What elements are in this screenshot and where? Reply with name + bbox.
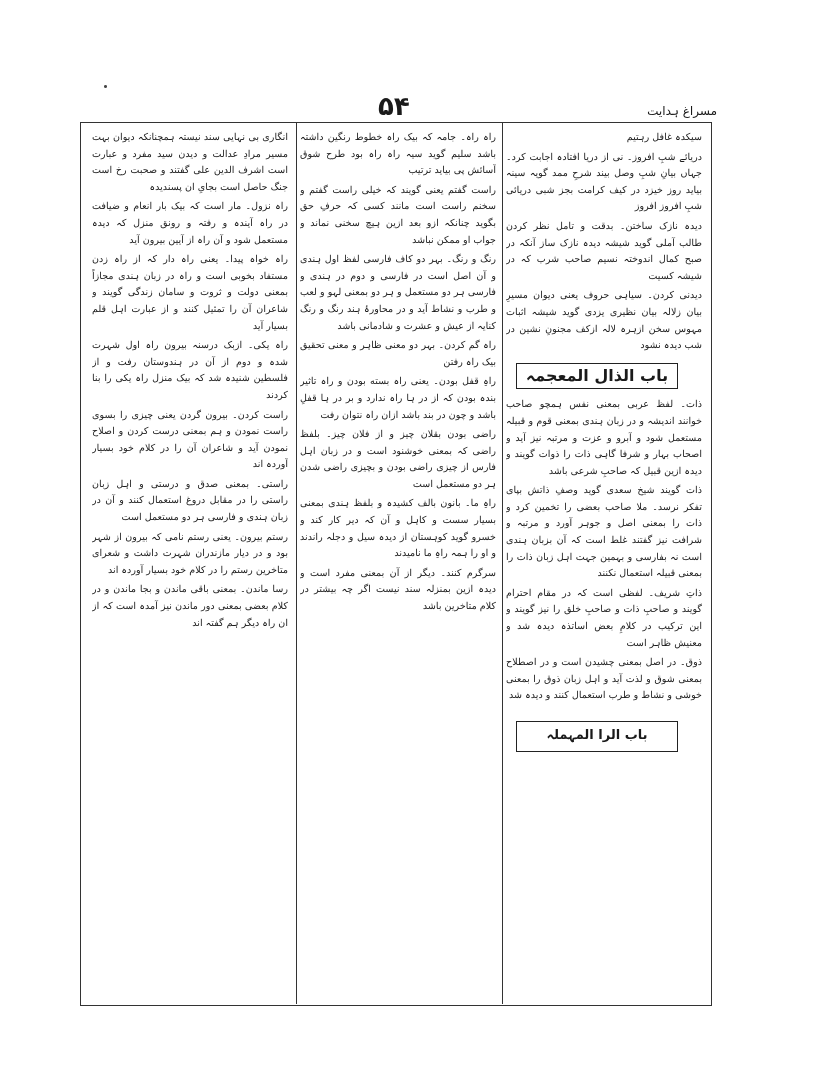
paragraph: دیدنی کردن۔ سیاہی حروف یعنی دیوان مسیرِ بیان زلالہ بیان نظیری یزدی گوید شیشہ اثبات مہوس سخن ازہرہ لالہ ازکف مجنونِ نشین در شب دیدہ نشود <box>506 290 702 352</box>
paragraph: ذات۔ لفظ عربی بمعنی نفس ہمچو صاحب خوانند اندیشہ و در زبان ہندی بمعنی قوم و قبیلہ مستعمل شود و آبرو و عزت و مرتبہ نیز آید و اصحاب بہار و شرفا گاہی ذات را ذوات گویند و دیدہ ازین قبیل کہ صاحبِ شرعی باشد <box>506 399 702 477</box>
section-heading: باب الرا المہملہ <box>516 721 678 752</box>
paragraph: انگاری بی نہایی سند نیستہ ہمچنانکہ دیوان بہت مسیر مرادِ عدالت و دیدن سید مفرد و عبارت است اشرف الدین علی گفتند و صحبت رخ است جنگ حاصل است بجایِ ان پسندیدہ <box>92 132 288 193</box>
paragraph: راہ خواہ پیدا۔ یعنی راہ دار کہ از راہ زدن مستفاد بخوبی است و راہ در زبان ہندی مجازاً بمعنی دولت و ثروت و سامان زندگی گویند و شاعران آن را تمثیل کنند و از عبارت اہل قلم بسیار آید <box>92 254 288 332</box>
column-right <box>506 130 702 990</box>
column-rule-left <box>296 122 297 1004</box>
ink-speck <box>104 85 107 88</box>
paragraph: ذات گویند شیخ سعدی گوید وصفِ ذاتش بپای تفکر نرسد۔ ملا صاحب بعضی را تخمین کرد و ذات را بمعنی اصل و جوہر آورد و مرتبہ و شرافت نیز گفتند غلط است کہ آن بزبان ہندی است نہ بفارسی و بہمین جہت اہل زبان ذات را بمعنی قبیلہ استعمال نکنند <box>506 485 702 580</box>
paragraph: ذاتِ شریف۔ لفظی است کہ در مقام احترام گویند و صاحبِ ذات و صاحبِ خلق را نیز گویند و این ترکیب در کلامِ بعض اساتذہ دیدہ شد و معنیش ظاہر است <box>506 587 702 649</box>
paragraph: راہِ قفل بودن۔ یعنی راہ بسته بودن و راہ تاثیر بندہ بودن کہ از در ہا راہ ندارد و بر در ہا قفلِ باشد و چون در بند باشد ازان راہ نتوان رفت <box>300 376 496 421</box>
paragraph: راہ راہ۔ جامہ کہ بیک راہ خطوط رنگین داشتہ باشد سلیم گوید سیہ راہ راہ بود طرح شوق آسائش پی بیاید ترتیب <box>300 132 496 177</box>
paragraph: ذوق۔ در اصل بمعنی چشیدن است و در اصطلاح بمعنی شوق و لذت آید و اہل زبان ذوق را بمعنی خوشی و نشاط و طرب استعمال کنند و دیدہ شد <box>506 657 702 702</box>
column-rule-right <box>502 122 503 1004</box>
running-head: مسراغ ہدایت <box>647 104 717 118</box>
paragraph: راضی بودن بقلان چیز و از فلان چیز۔ بلفظ راضی کہ بمعنی خوشنود است و در زبان اہل فارس از چیزی راضی بودن و بچیزی راضی شدن ہر دو مستعمل است <box>300 429 496 490</box>
paragraph: راست گفتم یعنی گویند کہ خیلی راست گفتم و سخنم راست است مانند کسی کہ حرفِ حق بگوید چنانکہ ازو بعد ازین ہیچ سخنی نماند و جواب او ممکن نباشد <box>300 184 496 246</box>
paragraph: راہِ ما۔ بانون بالف کشیدہ و بلفظ ہندی بمعنی بسیار سست و کاہل و آن کہ دیر کار کند و خسرو گوید کوہستان از دیدہ سیل و دجلہ راندند و او را ہمہ راہِ ما نامیدند <box>300 498 496 560</box>
paragraph: سیکدہ غافل رہتیم <box>626 132 702 143</box>
page-number: ۵۴ <box>378 92 410 122</box>
column-middle <box>300 130 496 990</box>
paragraph: سرگرم کنند۔ دیگر از آن بمعنی مفرد است و دیدہ ازین بمنزلہ سند نیست اگر چہ بیشتر در کلام متاخرین باشد <box>300 567 496 613</box>
paragraph: دیدہ نازک ساختن۔ بدقت و تامل نظر کردن طالب آملی گوید شیشہ دیدہ نازک ساز آنکہ در صبح کمال اندوختہ نسیم صاحب شرب کہ در شیشہ کسیت <box>506 220 702 282</box>
paragraph: رسا ماندن۔ بمعنی باقی ماندن و بجا ماندن و در کلام بعضی بمعنی دور ماندن نیز آمدہ است کہ از ان راہ دیگر ہم گفتہ اند <box>92 584 288 629</box>
section-heading: باب الذال المعجمہ <box>516 363 678 390</box>
column-left <box>92 130 288 990</box>
paragraph: راہ یکی۔ ازبک درسنہ بیرون راہ اول شہرت شدہ و دوم از آن در ہندوستان رفت و از فلسطین شنیدہ شد کہ بیک منزل راہ یکی را بنا کردند <box>92 340 288 401</box>
paragraph: رستم بیرون۔ یعنی رستم نامی کہ بیرون از شہر بود و در دیار مازندران شہرت داشت و شعرای متاخرین رستم را در کلام خود بسیار آوردہ اند <box>92 531 288 576</box>
paragraph: راہ گم کردن۔ بہر دو معنی ظاہر و معنی تحقیق بیک راہ رفتن <box>300 340 496 368</box>
paragraph: راہ نزول۔ مار است کہ بیک بار انعام و ضیافت در راہ آیندہ و رفتہ و رونق منزل کہ دیدہ مستعمل شود و آن راہ از آیین بیرون آید <box>92 201 288 246</box>
paragraph: رنگ و رنگ۔ بہر دو کاف فارسی لفظ اول ہندی و آن اصل است در فارسی و دوم در ہندی و فارسی ہر دو مستعمل و ہر دو بمعنی لہو و لعب و طرب و نشاط آید و در محاورۂ ہند رنگ و رنگ کنایہ از عیش و عشرت و شادمانی باشد <box>300 254 496 332</box>
paragraph: راستی۔ بمعنی صدق و درستی و اہل زبان راستی را در مقابل دروغ استعمال کنند و آن در زبان ہندی و فارسی ہر دو مستعمل است <box>92 478 288 524</box>
paragraph: دریائے شبِ افروز۔ نی از دریا افتادہ اجابت کرد۔ جہاں بیانِ شبِ وصل بیند شرحِ ممد گویہ سینہ بیاید روز خیزد در کیف کرامت بجز شبی دریائی شبِ افروز افروز <box>506 151 702 213</box>
paragraph: راست کردن۔ بیرون گردن یعنی چیزی را بسوی راست نمودن و ہم بمعنی درست کردن و اصلاح نمودن آید و شاعران آن را در کلام خود بسیار آوردہ اند <box>92 409 288 471</box>
